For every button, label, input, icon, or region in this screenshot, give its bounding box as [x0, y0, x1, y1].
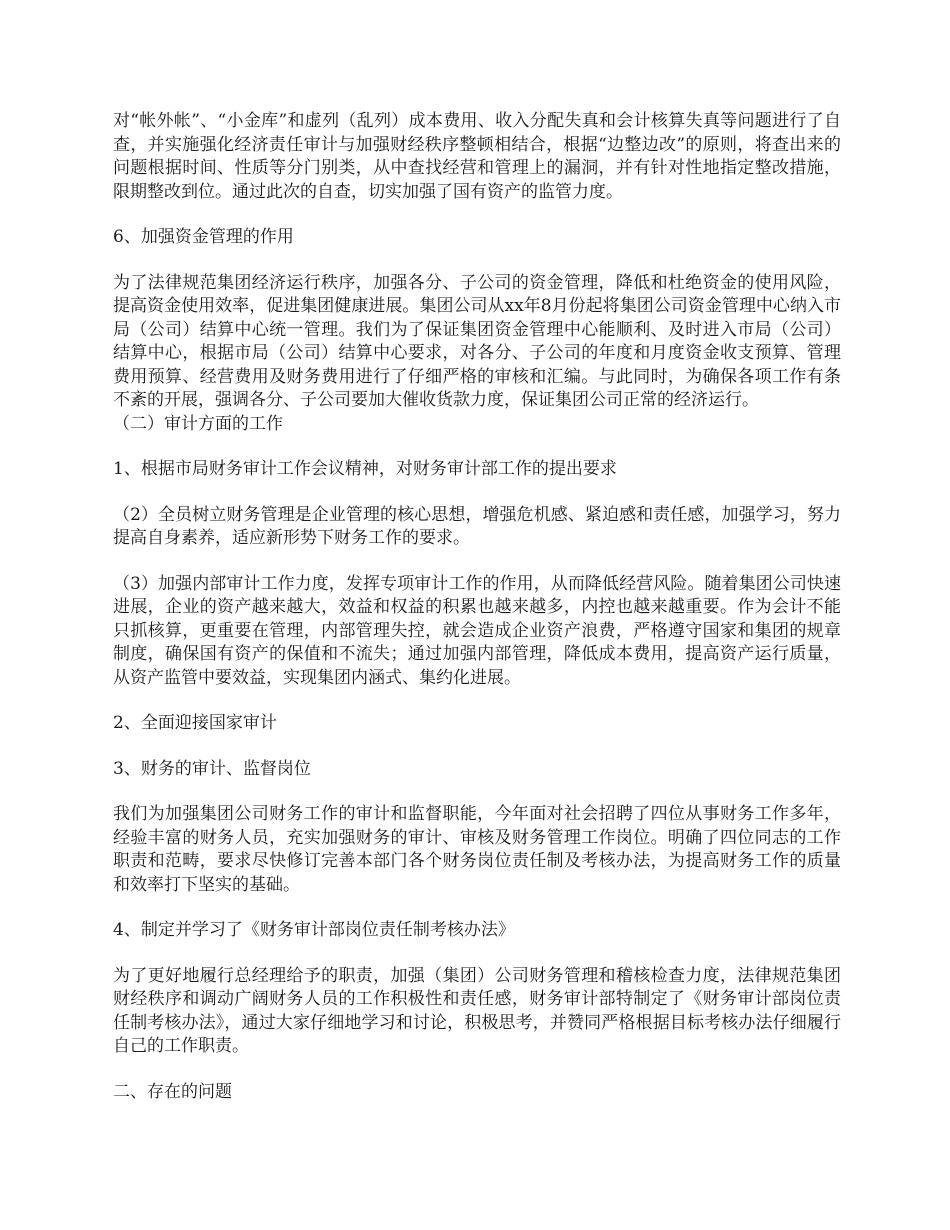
paragraph-assessment-measures: 为了更好地履行总经理给予的职责，加强（集团）公司财务管理和稽核检查力度，法律规范集团财经秩序和调动广阔财务人员的工作积极性和责任感，财务审计部特制定了《财务审计部岗位责任制考核办法》，通过大家仔细地学习和讨论，积极思考，并赞同严格根据目标考核办法仔细履行自己的工作职责。 [113, 965, 841, 1056]
heading-audit-positions: 3、财务的审计、监督岗位 [113, 758, 311, 779]
heading-assessment-measures: 4、制定并学习了《财务审计部岗位责任制考核办法》 [113, 920, 515, 940]
paragraph-self-inspection: 对“帐外帐”、“小金库”和虚列（乱列）成本费用、收入分配失真和会计核算失真等问题进行了自查，并实施强化经济责任审计与加强财经秩序整顿相结合，根据“边整边改”的原则，将查出来的问题根据时间、性质等分门别类，从中查找经营和管理上的漏洞，并有针对性地指定整改措施，限期整改到位。通过此次的自查，切实加强了国有资产的监管力度。 [113, 111, 841, 202]
heading-audit-work: （二）审计方面的工作 [113, 413, 283, 434]
heading-existing-problems: 二、存在的问题 [113, 1081, 232, 1102]
paragraph-fund-management: 为了法律规范集团经济运行秩序，加强各分、子公司的资金管理，降低和杜绝资金的使用风险，提高资金使用效率，促进集团健康进展。集团公司从xx年8月份起将集团公司资金管理中心纳入市局（公司）结算中心统一管理。我们为了保证集团资金管理中心能顺利、及时进入市局（公司）结算中心，根据市局（公司）结算中心要求，对各分、子公司的年度和月度资金收支预算、管理费用预算、经营费用及财务费用进行了仔细严格的审核和汇编。与此同时，为确保各项工作有条不紊的开展，强调各分、子公司要加大催收货款力度，保证集团公司正常的经济运行。 [113, 272, 841, 410]
heading-fund-management: 6、加强资金管理的作用 [113, 227, 294, 247]
paragraph-requirement-3: （3）加强内部审计工作力度，发挥专项审计工作的作用，从而降低经营风险。随着集团公司快速进展，企业的资产越来越大，效益和权益的积累也越来越多，内控也越来越重要。作为会计不能只抓核算，更重要在管理，内部管理失控，就会造成企业资产浪费，严格遵守国家和集团的规章制度，确保国有资产的保值和不流失；通过加强内部管理，降低成本费用，提高资产运行质量，从资产监管中要效益，实现集团内涵式、集约化进展。 [113, 573, 841, 688]
heading-audit-requirements: 1、根据市局财务审计工作会议精神，对财务审计部工作的提出要求 [113, 459, 617, 479]
heading-national-audit: 2、全面迎接国家审计 [113, 713, 277, 733]
paragraph-requirement-2: （2）全员树立财务管理是企业管理的核心思想，增强危机感、紧迫感和责任感，加强学习，努力提高自身素养，适应新形势下财务工作的要求。 [113, 504, 841, 548]
paragraph-audit-positions: 我们为加强集团公司财务工作的审计和监督职能，今年面对社会招聘了四位从事财务工作多年，经验丰富的财务人员，充实加强财务的审计、审核及财务管理工作岗位。明确了四位同志的工作职责和范畴，要求尽快修订完善本部门各个财务岗位责任制及考核办法，为提高财务工作的质量和效率打下坚实的基础。 [113, 804, 841, 895]
document-page [113, 110, 841, 1104]
